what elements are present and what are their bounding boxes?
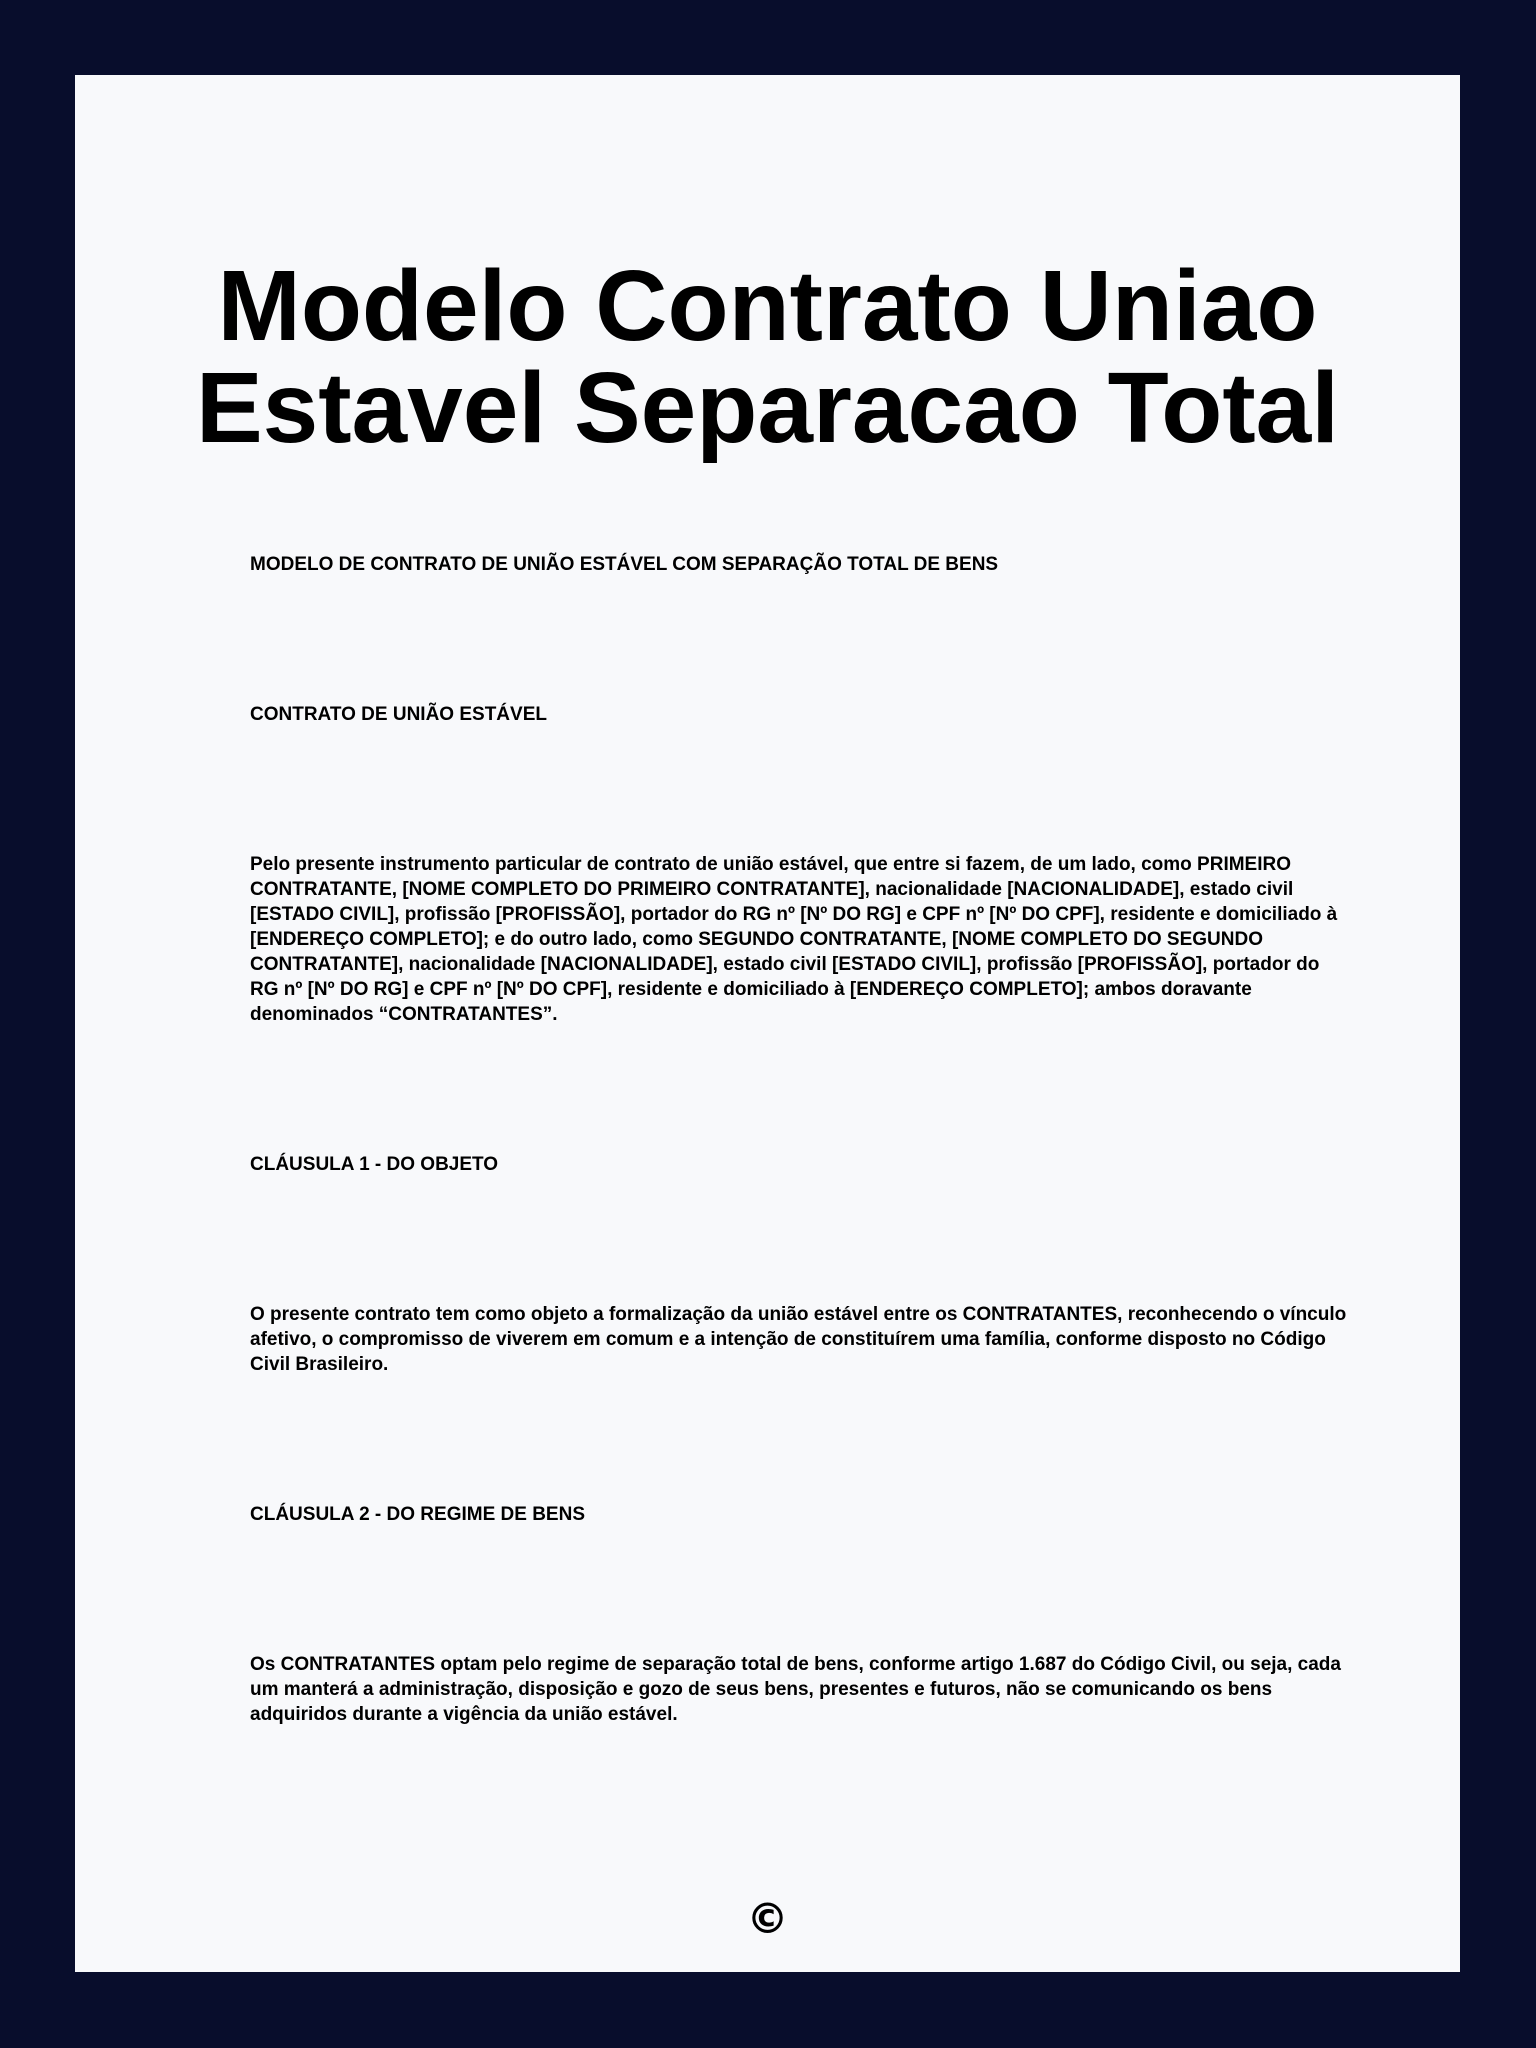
clause-2-paragraph: Os CONTRATANTES optam pelo regime de separação total de bens, conforme artigo 1.687 do Código Civil, ou seja, cada um manterá a administração, disposição e gozo de seus bens, presentes e futuros, não se comunicando os bens adquiridos durante a vigência da união estável. bbox=[250, 1654, 1341, 1725]
clause-1-heading: CLÁUSULA 1 - DO OBJETO bbox=[250, 1154, 499, 1175]
clause-1-paragraph: O presente contrato tem como objeto a formalização da união estável entre os CONTRATANTES, reconhecendo o vínculo afetivo, o compromisso de viverem em comum e a intenção de constituírem uma família, conforme disposto no Código Civil Brasileiro. bbox=[250, 1304, 1347, 1375]
document-page bbox=[75, 75, 1460, 1972]
copyright-icon: © bbox=[746, 1894, 789, 1943]
preamble-paragraph: Pelo presente instrumento particular de contrato de união estável, que entre si fazem, de um lado, como PRIMEIRO CONTRATANTE, [NOME COMPLETO DO PRIMEIRO CONTRATANTE], nacionalidade [NACIONALIDADE], estado civil [ESTADO CIVIL], profissão [PROFISSÃO], portador do RG nº [Nº DO RG] e CPF nº [Nº DO CPF], residente e domiciliado à [ENDEREÇO COMPLETO]; e do outro lado, como SEGUNDO CONTRATANTE, [NOME COMPLETO DO SEGUNDO CONTRATANTE], nacionalidade [NACIONALIDADE], estado civil [ESTADO CIVIL], profissão [PROFISSÃO], portador do RG nº [Nº DO RG] e CPF nº [Nº DO CPF], residente e domiciliado à [ENDEREÇO COMPLETO]; ambos doravante denominados “CONTRATANTES”. bbox=[250, 854, 1338, 1025]
clause-2-heading: CLÁUSULA 2 - DO REGIME DE BENS bbox=[250, 1504, 585, 1525]
main-heading: MODELO DE CONTRATO DE UNIÃO ESTÁVEL COM SEPARAÇÃO TOTAL DE BENS bbox=[250, 554, 999, 575]
document-title: Modelo Contrato Uniao Estavel Separacao Total bbox=[195, 250, 1340, 464]
contract-heading: CONTRATO DE UNIÃO ESTÁVEL bbox=[250, 704, 547, 725]
